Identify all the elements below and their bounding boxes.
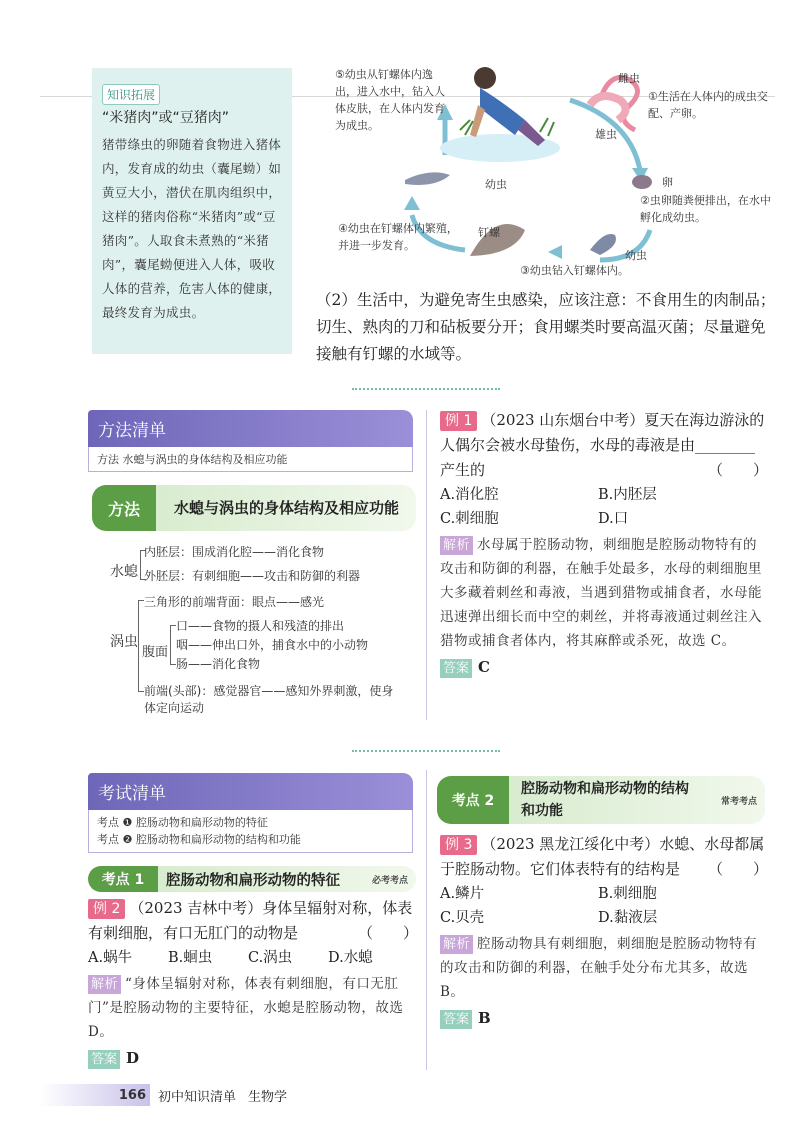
tree-belly-label: 腹面 [142, 645, 169, 660]
example1-option-c: C.刺细胞 [440, 511, 499, 527]
example1-paren: （ ） [707, 461, 768, 479]
lifecycle-step1: ①生活在人体内的成虫交配、产卵。 [648, 90, 768, 120]
tree-planaria-label: 涡虫 [110, 634, 138, 650]
example2-analysis-wrap [88, 972, 418, 1044]
point1-chip: 考点 1 [88, 866, 158, 892]
tree-back: 三角形的前端背面：眼点——感光 [144, 595, 325, 609]
method-list-subtitle: 方法 水螅与涡虫的身体结构及相应功能 [88, 447, 413, 472]
example3-analysis-wrap [440, 932, 768, 1004]
example3-analysis-tag: 解析 [440, 935, 473, 954]
exam-list-point2-label: 考点 ❷ [97, 833, 133, 846]
lifecycle-step2: ②虫卵随粪便排出，在水中孵化成幼虫。 [640, 194, 771, 224]
method-title: 水螅与涡虫的身体结构及相应功能 [156, 485, 416, 531]
footer-page-number: 166 [118, 1087, 146, 1103]
example1-answer: C [478, 658, 490, 676]
example1-options-row2 [440, 507, 768, 531]
point2-title: 腔肠动物和扁形动物的结构和功能 [521, 781, 689, 819]
larva-left-illustration [405, 172, 450, 185]
example3-answer-wrap [440, 1008, 768, 1029]
point1-bar [158, 866, 416, 892]
example3-tag: 例 3 [440, 835, 477, 855]
prevention-paragraph: （2）生活中，为避免寄生虫感染，应该注意：不食用生的肉制品；切生、熟肉的刀和砧板要分开；食用螺类时要高温灭菌；尽量避免接触有钉螺的水域等。 [316, 291, 776, 363]
example2-option-c: C.涡虫 [248, 950, 293, 966]
cycle-arrowhead-3 [404, 196, 420, 210]
example2-tag: 例 2 [88, 899, 125, 919]
example3-option-a: A.鳞片 [440, 886, 485, 902]
example2-question: （2023 吉林中考）身体呈辐射对称，体表有刺细胞，有口无肛门的动物是 [88, 899, 413, 942]
point2-chip: 考点 2 [437, 776, 509, 824]
footer [40, 1084, 340, 1106]
exam-list-point1-row [97, 814, 404, 831]
example3-analysis: 腔肠动物具有刺细胞，刺细胞是腔肠动物特有的攻击和防御的利器，在触手处分布尤其多，故选 B。 [440, 936, 758, 1000]
example1-analysis-tag: 解析 [440, 536, 473, 555]
tree-pharynx: 咽——伸出口外，捕食水中的小动物 [176, 638, 369, 652]
knowledge-extension-title: “米猪肉”或“豆猪肉” [102, 110, 230, 126]
exam-list-point1: 腔肠动物和扁形动物的特征 [135, 816, 268, 829]
example2-option-d: D.水螅 [328, 950, 373, 966]
lifecycle-snail: 钉螺 [478, 226, 500, 239]
example2-analysis: “身体呈辐射对称，体表有刺细胞，有口无肛门”是腔肠动物的主要特征，水螅是腔肠动物，故选 D。 [88, 976, 404, 1040]
method-chip: 方法 [92, 485, 156, 531]
example2-analysis-tag: 解析 [88, 975, 121, 994]
example1-option-a: A.消化腔 [440, 487, 499, 503]
tree-hydra-outer: 外胚层：有刺细胞——攻击和防御的利器 [144, 569, 361, 583]
example1-block [440, 408, 768, 678]
example1-option-d: D.口 [598, 511, 629, 527]
lifecycle-step4: ④幼虫在钉螺体内繁殖，并进一步发育。 [338, 222, 458, 252]
method-tree [100, 545, 420, 720]
example3-question: （2023 黑龙江绥化中考）水螅、水母都属于腔肠动物。它们体表特有的结构是 [440, 835, 765, 878]
example2-option-b: B.蛔虫 [168, 950, 213, 966]
knowledge-extension-heading [102, 84, 284, 131]
method-list-title: 方法清单 [88, 410, 413, 447]
exam-list-panel [88, 773, 413, 853]
lifecycle-step5: ⑤幼虫从钉螺体内逸出，进入水中，钻入人体皮肤，在人体内发育为成虫。 [335, 68, 445, 132]
knowledge-extension-tag: 知识拓展 [102, 84, 160, 105]
example2-question-wrap [88, 896, 418, 946]
example2-answer-tag: 答案 [88, 1050, 120, 1069]
example2-answer-wrap [88, 1048, 418, 1069]
exam-list-point1-label: 考点 ❶ [97, 816, 133, 829]
example1-answer-wrap [440, 657, 768, 678]
point1-badge: 必考考点 [371, 875, 408, 886]
example1-question: （2023 山东烟台中考）夏天在海边游泳的人偶尔会被水母蛰伤，水母的毒液是由________产生的 [440, 411, 765, 479]
tree-head: 前端(头部)：感觉器官——感知外界刺激，使身体定向运动 [144, 684, 394, 715]
footer-tab [40, 1084, 150, 1106]
example2-answer: D [126, 1049, 140, 1067]
example1-analysis: 水母属于腔肠动物，刺细胞是腔肠动物特有的攻击和防御的利器，在触手处最多，水母的刺细胞里大多藏着刺丝和毒液，当遇到猎物或捕食者，水母能迅速弹出细长而中空的刺丝，并将毒液通过刺丝注入猎物或捕食者体内，将其麻醉或杀死，故选 C。 [440, 537, 762, 649]
knowledge-extension-box [92, 68, 292, 354]
example3-answer-tag: 答案 [440, 1010, 472, 1029]
example1-question-wrap [440, 408, 768, 483]
tree-hydra-inner: 内胚层：围成消化腔——消化食物 [144, 545, 325, 559]
knowledge-extension-body: 猪带绦虫的卵随着食物进入猪体内，发育成的幼虫（囊尾蚴）如黄豆大小，潜伏在肌肉组织中，这样的猪肉俗称“米猪肉”或“豆猪肉”。人取食未煮熟的“米猪肉”，囊尾蚴便进入人体，吸收人体的营养，危害人体的健康，最终发育为成虫。 [102, 137, 282, 320]
example3-answer: B [478, 1009, 491, 1027]
footer-book-title: 初中知识清单 [158, 1089, 237, 1105]
exam-list-point2: 腔肠动物和扁形动物的结构和功能 [135, 833, 301, 846]
example2-paren: （ ） [357, 924, 418, 942]
example2-block [88, 896, 418, 1069]
lifecycle-step3: ③幼虫钻入钉螺体内。 [520, 264, 629, 277]
example3-options-row2 [440, 906, 768, 930]
example1-tag: 例 1 [440, 411, 477, 431]
lifecycle-larva-right: 幼虫 [625, 249, 647, 262]
tree-mouth: 口——食物的摄人和残渣的排出 [176, 619, 345, 633]
example1-options-row1 [440, 483, 768, 507]
example3-options-row1 [440, 882, 768, 906]
egg-illustration [632, 175, 652, 189]
point1-title: 腔肠动物和扁形动物的特征 [166, 872, 340, 889]
example3-block [440, 832, 768, 1029]
example3-option-d: D.黏液层 [598, 910, 658, 926]
farmer-illustration [440, 67, 560, 162]
example3-option-b: B.刺细胞 [598, 886, 657, 902]
column-divider-2 [426, 770, 427, 1070]
column-divider-1 [426, 410, 427, 720]
example3-question-wrap [440, 832, 768, 882]
point2-bar [509, 776, 765, 824]
separator-2 [352, 750, 500, 752]
example1-option-b: B.内胚层 [598, 487, 657, 503]
example3-option-c: C.贝壳 [440, 910, 485, 926]
larva-right-illustration [590, 234, 616, 255]
tree-hydra-label: 水螅 [110, 564, 138, 580]
example1-analysis-wrap [440, 533, 768, 653]
lifecycle-egg: 卵 [662, 176, 673, 189]
exam-list-points [88, 810, 413, 853]
exam-list-title: 考试清单 [88, 773, 413, 810]
lifecycle-female: 雌虫 [618, 72, 640, 85]
lifecycle-larva-left: 幼虫 [485, 178, 507, 191]
example2-options-row [88, 946, 418, 970]
cycle-arrowhead-2 [548, 245, 562, 259]
point2-badge: 常考考点 [720, 796, 757, 807]
lifecycle-male: 雄虫 [595, 128, 617, 141]
example3-paren: （ ） [707, 860, 768, 878]
tree-gut: 肠——消化食物 [176, 657, 261, 671]
exam-list-point2-row [97, 831, 404, 848]
example2-option-a: A.蜗牛 [88, 950, 133, 966]
method-list-panel [88, 410, 413, 472]
footer-subject: 生物学 [248, 1089, 288, 1105]
separator-1 [352, 388, 500, 390]
example1-answer-tag: 答案 [440, 659, 472, 678]
